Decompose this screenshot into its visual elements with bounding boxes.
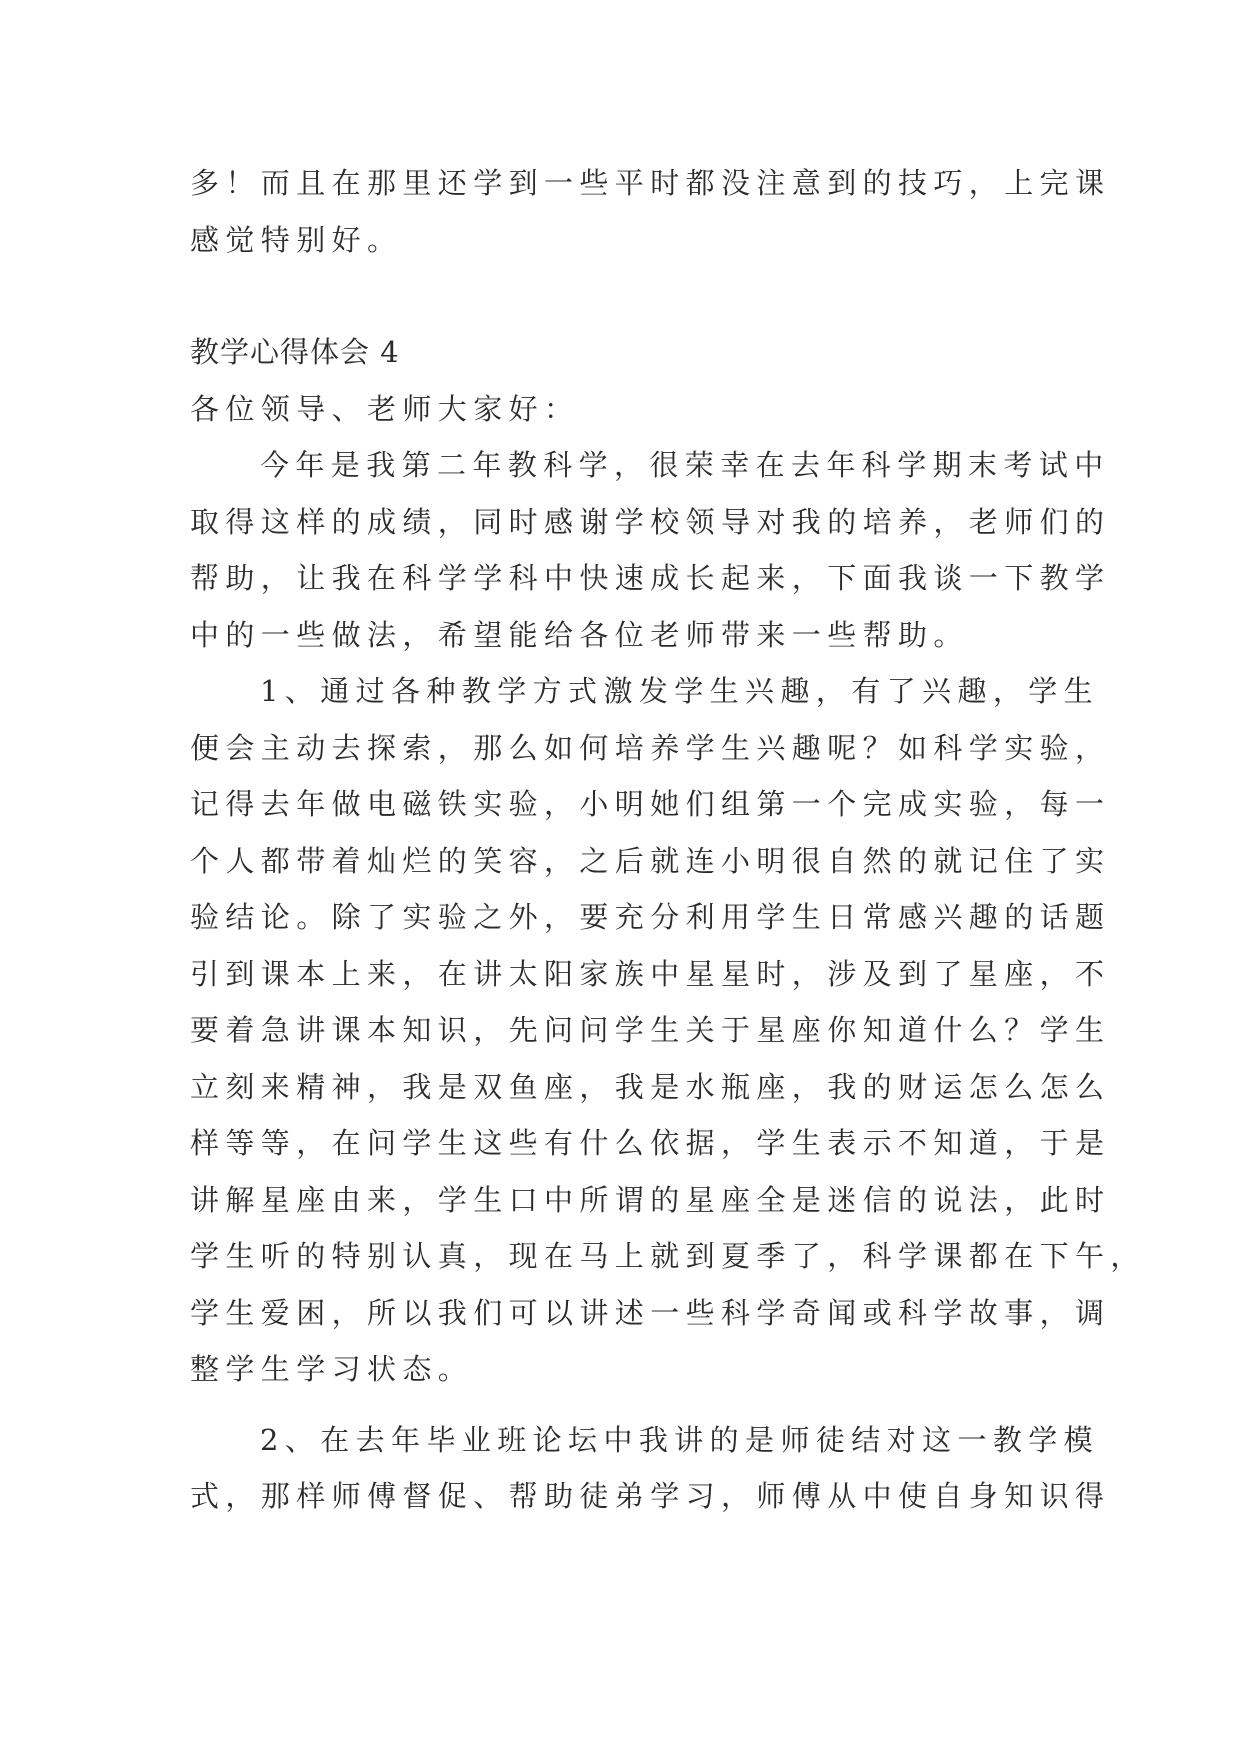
text-line: 2、在去年毕业班论坛中我讲的是师徒结对这一教学模 xyxy=(260,1422,1100,1457)
text-line: 多！而且在那里还学到一些平时都没注意到的技巧，上完课 xyxy=(190,166,1111,200)
document-page xyxy=(190,155,1146,1525)
text-line: 学生听的特别认真，现在马上就到夏季了，科学课都在下午， xyxy=(190,1239,1146,1273)
paragraph-spacer xyxy=(190,1398,1070,1412)
text-line: 要着急讲课本知识，先问问学生关于星座你知道什么？学生 xyxy=(190,1013,1111,1047)
continuation-paragraph xyxy=(190,155,1111,268)
text-line: 样等等，在问学生这些有什么依据，学生表示不知道，于是 xyxy=(190,1126,1111,1160)
text-line: 记得去年做电磁铁实验，小明她们组第一个完成实验，每一 xyxy=(190,787,1111,821)
section-title: 教学心得体会 4 xyxy=(190,335,400,369)
text-line: 立刻来精神，我是双鱼座，我是水瓶座，我的财运怎么怎么 xyxy=(190,1069,1111,1104)
text-line: 帮助，让我在科学学科中快速成长起来，下面我谈一下教学 xyxy=(190,561,1111,595)
paragraph-point-2 xyxy=(190,1412,1111,1525)
text-line: 验结论。除了实验之外，要充分利用学生日常感兴趣的话题 xyxy=(190,900,1111,934)
text-line: 整学生学习状态。 xyxy=(190,1352,474,1386)
text-line: 中的一些做法，希望能给各位老师带来一些帮助。 xyxy=(190,617,969,652)
text-line: 便会主动去探索，那么如何培养学生兴趣呢？如科学实验， xyxy=(190,730,1111,765)
text-line: 感觉特别好。 xyxy=(190,222,403,257)
text-line: 今年是我第二年教科学，很荣幸在去年科学期末考试中 xyxy=(260,448,1110,482)
paragraph-intro xyxy=(190,437,1111,663)
text-line: 讲解星座由来，学生口中所谓的星座全是迷信的说法，此时 xyxy=(190,1182,1111,1217)
text-line: 1、通过各种教学方式激发学生兴趣，有了兴趣，学生 xyxy=(260,674,1100,708)
text-line: 个人都带着灿烂的笑容，之后就连小明很自然的就记住了实 xyxy=(190,843,1111,878)
text-line: 式，那样师傅督促、帮助徒弟学习，师傅从中使自身知识得 xyxy=(190,1479,1111,1513)
text-line: 引到课本上来，在讲太阳家族中星星时，涉及到了星座，不 xyxy=(190,956,1111,991)
text-line: 取得这样的成绩，同时感谢学校领导对我的培养，老师们的 xyxy=(190,504,1111,539)
greeting: 各位领导、老师大家好： xyxy=(190,391,580,426)
text-line: 学生爱困，所以我们可以讲述一些科学奇闻或科学故事，调 xyxy=(190,1295,1111,1330)
paragraph-point-1 xyxy=(190,663,1146,1398)
section-spacer xyxy=(190,268,1070,324)
